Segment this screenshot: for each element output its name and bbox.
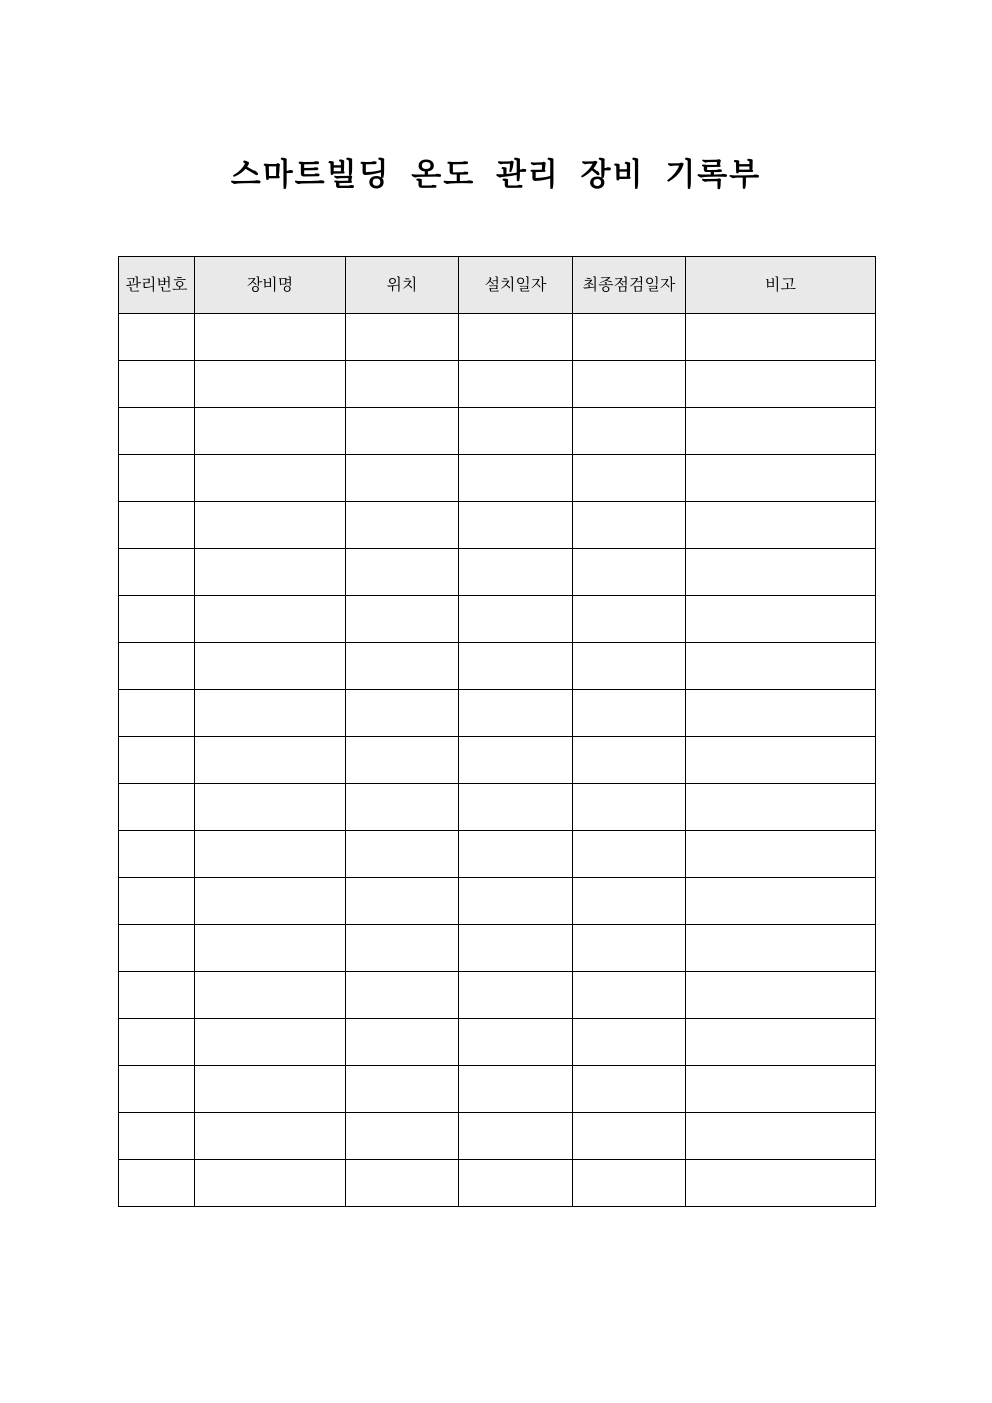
cell-location[interactable]	[346, 972, 459, 1019]
cell-equipment-name[interactable]	[195, 549, 346, 596]
cell-install-date[interactable]	[459, 690, 573, 737]
cell-management-number[interactable]	[119, 972, 195, 1019]
cell-location[interactable]	[346, 690, 459, 737]
table-row	[119, 878, 876, 925]
cell-equipment-name[interactable]	[195, 972, 346, 1019]
page-title: 스마트빌딩 온도 관리 장비 기록부	[230, 156, 762, 193]
table-row	[119, 1113, 876, 1160]
cell-location[interactable]	[346, 1160, 459, 1207]
cell-install-date[interactable]	[459, 455, 573, 502]
cell-management-number[interactable]	[119, 1113, 195, 1160]
cell-location[interactable]	[346, 643, 459, 690]
cell-equipment-name[interactable]	[195, 831, 346, 878]
cell-last-inspection-date[interactable]	[573, 925, 686, 972]
cell-remarks[interactable]	[686, 643, 876, 690]
header-location: 위치	[346, 257, 459, 314]
cell-management-number[interactable]	[119, 408, 195, 455]
cell-install-date[interactable]	[459, 502, 573, 549]
cell-equipment-name[interactable]	[195, 361, 346, 408]
cell-management-number[interactable]	[119, 1066, 195, 1113]
table-row	[119, 784, 876, 831]
cell-equipment-name[interactable]	[195, 314, 346, 361]
cell-equipment-name[interactable]	[195, 408, 346, 455]
cell-equipment-name[interactable]	[195, 455, 346, 502]
cell-equipment-name[interactable]	[195, 737, 346, 784]
cell-last-inspection-date[interactable]	[573, 831, 686, 878]
table-row	[119, 596, 876, 643]
cell-remarks[interactable]	[686, 408, 876, 455]
table-row	[119, 690, 876, 737]
cell-remarks[interactable]	[686, 596, 876, 643]
table-body	[119, 314, 876, 1207]
cell-management-number[interactable]	[119, 784, 195, 831]
cell-remarks[interactable]	[686, 972, 876, 1019]
cell-last-inspection-date[interactable]	[573, 361, 686, 408]
table-row	[119, 1066, 876, 1113]
cell-management-number[interactable]	[119, 455, 195, 502]
cell-management-number[interactable]	[119, 361, 195, 408]
cell-install-date[interactable]	[459, 596, 573, 643]
cell-location[interactable]	[346, 878, 459, 925]
cell-management-number[interactable]	[119, 314, 195, 361]
cell-management-number[interactable]	[119, 502, 195, 549]
table-row	[119, 1160, 876, 1207]
cell-install-date[interactable]	[459, 925, 573, 972]
cell-location[interactable]	[346, 361, 459, 408]
cell-install-date[interactable]	[459, 549, 573, 596]
cell-install-date[interactable]	[459, 361, 573, 408]
cell-location[interactable]	[346, 1019, 459, 1066]
table-row	[119, 502, 876, 549]
table-header-row	[119, 257, 876, 314]
cell-remarks[interactable]	[686, 361, 876, 408]
cell-last-inspection-date[interactable]	[573, 784, 686, 831]
cell-remarks[interactable]	[686, 455, 876, 502]
cell-management-number[interactable]	[119, 831, 195, 878]
cell-last-inspection-date[interactable]	[573, 878, 686, 925]
cell-last-inspection-date[interactable]	[573, 408, 686, 455]
cell-remarks[interactable]	[686, 1113, 876, 1160]
cell-last-inspection-date[interactable]	[573, 1160, 686, 1207]
cell-equipment-name[interactable]	[195, 596, 346, 643]
cell-last-inspection-date[interactable]	[573, 737, 686, 784]
table-row	[119, 643, 876, 690]
cell-install-date[interactable]	[459, 314, 573, 361]
cell-equipment-name[interactable]	[195, 1160, 346, 1207]
cell-install-date[interactable]	[459, 408, 573, 455]
cell-install-date[interactable]	[459, 972, 573, 1019]
cell-last-inspection-date[interactable]	[573, 1066, 686, 1113]
cell-management-number[interactable]	[119, 596, 195, 643]
cell-install-date[interactable]	[459, 737, 573, 784]
cell-last-inspection-date[interactable]	[573, 314, 686, 361]
header-install-date: 설치일자	[459, 257, 573, 314]
cell-location[interactable]	[346, 1066, 459, 1113]
cell-equipment-name[interactable]	[195, 784, 346, 831]
cell-remarks[interactable]	[686, 690, 876, 737]
cell-location[interactable]	[346, 925, 459, 972]
equipment-record-table	[118, 256, 876, 1207]
cell-install-date[interactable]	[459, 784, 573, 831]
table-row	[119, 314, 876, 361]
header-last-inspection-date: 최종점검일자	[573, 257, 686, 314]
cell-last-inspection-date[interactable]	[573, 596, 686, 643]
cell-last-inspection-date[interactable]	[573, 972, 686, 1019]
cell-location[interactable]	[346, 455, 459, 502]
table-row	[119, 737, 876, 784]
cell-remarks[interactable]	[686, 549, 876, 596]
cell-management-number[interactable]	[119, 925, 195, 972]
cell-remarks[interactable]	[686, 878, 876, 925]
cell-install-date[interactable]	[459, 831, 573, 878]
header-remarks: 비고	[686, 257, 876, 314]
cell-management-number[interactable]	[119, 549, 195, 596]
cell-equipment-name[interactable]	[195, 878, 346, 925]
header-equipment-name: 장비명	[195, 257, 346, 314]
header-management-number: 관리번호	[119, 257, 195, 314]
cell-remarks[interactable]	[686, 737, 876, 784]
cell-remarks[interactable]	[686, 1019, 876, 1066]
cell-management-number[interactable]	[119, 1019, 195, 1066]
cell-install-date[interactable]	[459, 1113, 573, 1160]
cell-management-number[interactable]	[119, 878, 195, 925]
table-row	[119, 1019, 876, 1066]
cell-management-number[interactable]	[119, 643, 195, 690]
cell-location[interactable]	[346, 1113, 459, 1160]
cell-location[interactable]	[346, 737, 459, 784]
cell-remarks[interactable]	[686, 1160, 876, 1207]
cell-equipment-name[interactable]	[195, 690, 346, 737]
cell-management-number[interactable]	[119, 1160, 195, 1207]
cell-location[interactable]	[346, 831, 459, 878]
cell-last-inspection-date[interactable]	[573, 455, 686, 502]
cell-equipment-name[interactable]	[195, 925, 346, 972]
cell-remarks[interactable]	[686, 502, 876, 549]
cell-equipment-name[interactable]	[195, 1066, 346, 1113]
cell-location[interactable]	[346, 314, 459, 361]
table-row	[119, 925, 876, 972]
cell-location[interactable]	[346, 549, 459, 596]
cell-last-inspection-date[interactable]	[573, 1113, 686, 1160]
cell-install-date[interactable]	[459, 1066, 573, 1113]
table-row	[119, 549, 876, 596]
cell-equipment-name[interactable]	[195, 502, 346, 549]
table-row	[119, 831, 876, 878]
cell-remarks[interactable]	[686, 831, 876, 878]
cell-location[interactable]	[346, 784, 459, 831]
cell-install-date[interactable]	[459, 878, 573, 925]
cell-remarks[interactable]	[686, 314, 876, 361]
cell-remarks[interactable]	[686, 1066, 876, 1113]
cell-remarks[interactable]	[686, 784, 876, 831]
cell-management-number[interactable]	[119, 690, 195, 737]
table-row	[119, 972, 876, 1019]
table-row	[119, 455, 876, 502]
cell-last-inspection-date[interactable]	[573, 1019, 686, 1066]
cell-last-inspection-date[interactable]	[573, 690, 686, 737]
cell-install-date[interactable]	[459, 1160, 573, 1207]
cell-install-date[interactable]	[459, 1019, 573, 1066]
cell-management-number[interactable]	[119, 737, 195, 784]
cell-equipment-name[interactable]	[195, 643, 346, 690]
table-row	[119, 361, 876, 408]
cell-equipment-name[interactable]	[195, 1113, 346, 1160]
cell-last-inspection-date[interactable]	[573, 502, 686, 549]
cell-location[interactable]	[346, 502, 459, 549]
cell-equipment-name[interactable]	[195, 1019, 346, 1066]
table-row	[119, 408, 876, 455]
cell-location[interactable]	[346, 596, 459, 643]
cell-remarks[interactable]	[686, 925, 876, 972]
cell-install-date[interactable]	[459, 643, 573, 690]
cell-location[interactable]	[346, 408, 459, 455]
cell-last-inspection-date[interactable]	[573, 549, 686, 596]
cell-last-inspection-date[interactable]	[573, 643, 686, 690]
